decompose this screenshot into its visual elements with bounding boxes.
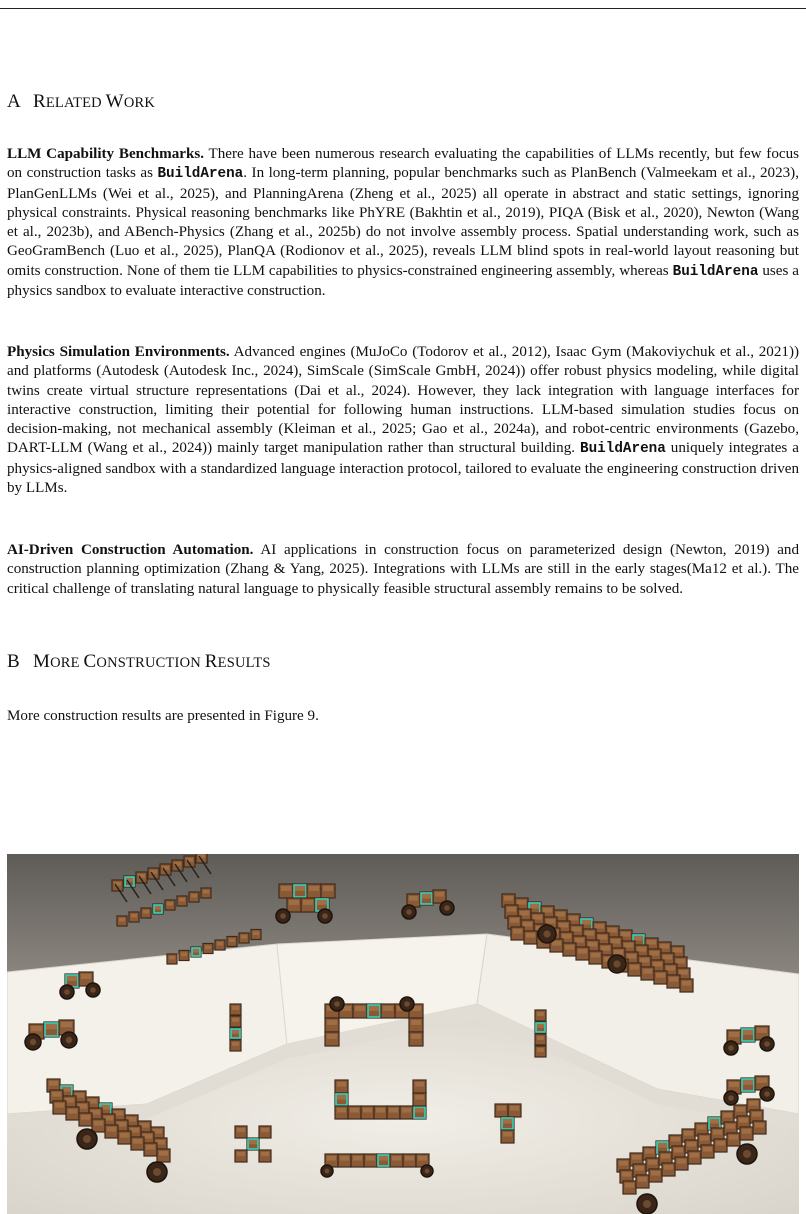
block-highlight [131, 914, 137, 918]
block-highlight [537, 1024, 544, 1028]
figure-intro-text: More construction results are presented in Figure 9. [7, 708, 319, 724]
paragraph-heading: Physics Simulation Environments. [7, 344, 230, 360]
block-highlight [578, 949, 587, 954]
block-highlight [405, 1156, 414, 1161]
wheel-hub [153, 1168, 161, 1176]
block-highlight [624, 943, 633, 948]
block-highlight [55, 1103, 64, 1108]
wheel-hub [543, 930, 550, 937]
block-highlight [355, 1006, 365, 1011]
block-highlight [684, 1131, 693, 1136]
wheel-hub [643, 1200, 651, 1208]
block-highlight [729, 1135, 738, 1140]
block-highlight [552, 941, 561, 946]
block-highlight [119, 918, 125, 922]
block-highlight [237, 1128, 245, 1132]
block-highlight [674, 1148, 683, 1153]
block-highlight [716, 1141, 725, 1146]
buildarena-name: BuildArena [580, 441, 666, 458]
buildarena-name: BuildArena [157, 166, 244, 183]
block-highlight [411, 1020, 421, 1025]
block-highlight [253, 932, 259, 936]
block-highlight [415, 1108, 424, 1113]
block-highlight [203, 890, 209, 894]
block-highlight [650, 951, 659, 956]
wheel-hub [764, 1091, 770, 1097]
block-highlight [520, 911, 529, 916]
block-highlight [181, 953, 187, 957]
block-highlight [666, 966, 675, 971]
block-highlight [601, 946, 610, 951]
block-highlight [205, 946, 211, 950]
block-highlight [575, 938, 584, 943]
block-highlight [340, 1156, 349, 1161]
block-highlight [651, 1171, 660, 1176]
top-rule [0, 8, 806, 9]
block-highlight [415, 1082, 424, 1087]
wheel-hub [325, 1169, 330, 1174]
block-highlight [537, 1048, 544, 1052]
block-highlight [537, 1012, 544, 1016]
section-b-number: B [7, 651, 20, 672]
block-highlight [249, 1140, 257, 1144]
block-highlight [281, 886, 291, 891]
block-highlight [622, 1172, 631, 1177]
block-highlight [687, 1142, 696, 1147]
block-highlight [660, 944, 669, 949]
block-highlight [614, 950, 623, 955]
block-highlight [703, 1147, 712, 1152]
block-highlight [723, 1113, 732, 1118]
block-highlight [630, 965, 639, 970]
block-highlight [647, 940, 656, 945]
wheel-hub [280, 913, 286, 919]
block-highlight [653, 962, 662, 967]
block-highlight [710, 1119, 719, 1124]
block-highlight [133, 1139, 142, 1144]
block-highlight [337, 1082, 346, 1087]
wheel-hub [764, 1041, 770, 1047]
block-highlight [415, 1095, 424, 1100]
block-highlight [31, 1026, 42, 1031]
block-highlight [232, 1042, 239, 1046]
block-highlight [369, 1006, 379, 1011]
block-highlight [229, 939, 235, 943]
block-highlight [736, 1107, 745, 1112]
block-highlight [635, 1166, 644, 1171]
block-highlight [556, 912, 565, 917]
block-highlight [159, 1151, 168, 1156]
block-highlight [295, 886, 305, 891]
block-highlight [323, 886, 333, 891]
block-highlight [661, 1154, 670, 1159]
block-highlight [261, 1152, 269, 1156]
block-highlight [379, 1156, 388, 1161]
block-highlight [648, 1160, 657, 1165]
block-highlight [167, 902, 173, 906]
block-highlight [700, 1136, 709, 1141]
wheel-hub [425, 1169, 430, 1174]
block-highlight [729, 1032, 739, 1037]
block-highlight [337, 1108, 346, 1113]
block-highlight [530, 904, 539, 909]
paragraph-heading: AI-Driven Construction Automation. [7, 542, 254, 558]
section-a-number: A [7, 91, 21, 112]
block-highlight [757, 1078, 767, 1083]
block-highlight [376, 1108, 385, 1113]
block-highlight [671, 1137, 680, 1142]
block-highlight [241, 935, 247, 939]
block-highlight [507, 907, 516, 912]
block-highlight [523, 922, 532, 927]
block-highlight [402, 1108, 411, 1113]
block-highlight [742, 1129, 751, 1134]
block-highlight [632, 1155, 641, 1160]
paragraph-llm-benchmarks: LLM Capability Benchmarks. There have been numerous research evaluating the capabilities of LLMs recently, but few focus on construction tasks as BuildArena. In long-term planning, popular benchmarks such as PlanBench (Valmeekam et al., 2023), PlanGenLLMs (Wei et al., 2025), and PlanningArena (Zheng et al., 2025) all operate in abstract and static settings, ignoring physical constraints. Physical reasoning benchmarks like PhYRE (Bakhtin et al., 2019), PIQA (Bisk et al., 2020), Newton (Wang et al., 2023b), and ABench-Physics (Zhang et al., 2025b) do not involve assembly process. Spatial understanding work, such as GeoGramBench (Luo et al., 2025), PlanQA (Rodionov et al., 2025), reveals LLM blind spots in real-world layout reasoning but omits construction. None of them tie LLM capabilities to physics-constrained engineering assembly, whereas BuildArena uses a physics sandbox to evaluate interactive construction. [7, 146, 799, 300]
block-highlight [755, 1123, 764, 1128]
block-highlight [643, 969, 652, 974]
wheel-hub [743, 1150, 751, 1158]
block-highlight [418, 1156, 427, 1161]
block-highlight [94, 1121, 103, 1126]
block-highlight [569, 916, 578, 921]
buildarena-name: BuildArena [672, 263, 759, 280]
block-highlight [543, 908, 552, 913]
wheel-hub [66, 1037, 72, 1043]
block-highlight [588, 942, 597, 947]
block-highlight [143, 910, 149, 914]
block-highlight [146, 1145, 155, 1150]
block-highlight [729, 1082, 739, 1087]
block-highlight [739, 1118, 748, 1123]
block-highlight [749, 1101, 758, 1106]
block-highlight [513, 929, 522, 934]
block-highlight [637, 947, 646, 952]
block-highlight [317, 900, 327, 905]
section-b-heading: B MORE CONSTRUCTION RESULTS [7, 651, 271, 672]
wheel-hub [83, 1135, 91, 1143]
section-a-heading: A RELATED WORK [7, 91, 156, 112]
block-highlight [743, 1080, 753, 1085]
block-highlight [537, 1036, 544, 1040]
wheel-hub [404, 1001, 410, 1007]
block-highlight [120, 1133, 129, 1138]
wheel-hub [728, 1045, 734, 1051]
block-highlight [676, 959, 685, 964]
wheel-hub [613, 960, 620, 967]
block-highlight [411, 1034, 421, 1039]
block-highlight [533, 915, 542, 920]
wheel-hub [728, 1095, 734, 1101]
paragraph-physics-simulation: Physics Simulation Environments. Advanced engines (MuJoCo (Todorov et al., 2012), Isaac Gym (Makoviychuk et al., 2021)) and platforms (Autodesk (Autodesk Inc., 2024), SimScale (SimScale GmbH, 2024)) offer robust physics modeling, while digital twins create virtual structure representations (Dai et al., 2024). However, they lack integration with language interfaces for interactive construction, limiting their potential for following human instructions. LLM-based simulation studies focus on decision-making, not mechanical assembly (Kleiman et al., 2025; Gao et al., 2024a), and robot-centric environments (Gazebo, DART-LLM (Wang et al., 2024)) mainly target manipulation rather than structural building. BuildArena uniquely integrates a physics-aligned sandbox with a standardized language interaction protocol, tailored to evaluate the engineering construction driven by LLMs. [7, 344, 800, 497]
block-highlight [261, 1128, 269, 1132]
block-highlight [591, 953, 600, 958]
wheel-hub [322, 913, 328, 919]
block-highlight [389, 1108, 398, 1113]
block-highlight [350, 1108, 359, 1113]
block-highlight [677, 1159, 686, 1164]
block-highlight [625, 1183, 634, 1188]
block-highlight [504, 896, 513, 901]
block-highlight [598, 935, 607, 940]
block-highlight [193, 949, 199, 953]
block-highlight [690, 1153, 699, 1158]
paragraph-heading: LLM Capability Benchmarks. [7, 146, 204, 162]
block-highlight [179, 898, 185, 902]
block-highlight [663, 955, 672, 960]
block-highlight [232, 1030, 239, 1034]
block-highlight [503, 1132, 512, 1137]
block-highlight [337, 1095, 346, 1100]
construction-results-figure [7, 854, 799, 1214]
block-highlight [546, 919, 555, 924]
block-highlight [559, 923, 568, 928]
wheel-hub [406, 909, 412, 915]
block-highlight [309, 886, 319, 891]
block-highlight [61, 1022, 72, 1027]
block-highlight [595, 924, 604, 929]
wheel-hub [444, 905, 450, 911]
block-highlight [638, 1177, 647, 1182]
block-highlight [517, 900, 526, 905]
block-highlight [409, 896, 418, 901]
block-highlight [81, 1115, 90, 1120]
construction-render-image [7, 854, 799, 1214]
block-highlight [49, 1081, 58, 1086]
block-highlight [669, 977, 678, 982]
block-highlight [726, 1124, 735, 1129]
wheel-hub [64, 989, 70, 995]
wheel-hub [30, 1039, 36, 1045]
block-highlight [67, 976, 77, 981]
block-highlight [289, 900, 299, 905]
block-highlight [752, 1112, 761, 1117]
paragraph-ai-construction: AI-Driven Construction Automation. AI applications in construction focus on parameterized design (Newton, 2019) and construction planning optimization (Zhang & Yang, 2025). Integrations with LLMs are still in the early stages(Ma12 et al.). The critical challenge of translating natural language to physically feasible structural assembly remains to be solved. [7, 542, 799, 597]
block-highlight [658, 1143, 667, 1148]
block-highlight [217, 942, 223, 946]
block-highlight [656, 973, 665, 978]
block-highlight [435, 892, 444, 897]
block-highlight [327, 1156, 336, 1161]
block-highlight [510, 1106, 519, 1111]
block-highlight [303, 900, 313, 905]
block-highlight [673, 948, 682, 953]
block-highlight [155, 906, 161, 910]
block-highlight [565, 945, 574, 950]
block-highlight [682, 981, 691, 986]
block-highlight [392, 1156, 401, 1161]
block-highlight [353, 1156, 362, 1161]
block-highlight [366, 1156, 375, 1161]
block-highlight [81, 974, 91, 979]
block-highlight [503, 1119, 512, 1124]
block-highlight [645, 1149, 654, 1154]
block-highlight [526, 933, 535, 938]
block-highlight [621, 932, 630, 937]
block-highlight [743, 1030, 753, 1035]
block-highlight [627, 954, 636, 959]
block-highlight [510, 918, 519, 923]
wheel-hub [90, 987, 96, 993]
block-highlight [237, 1152, 245, 1156]
block-highlight [640, 958, 649, 963]
block-highlight [232, 1006, 239, 1010]
block-highlight [422, 894, 431, 899]
block-highlight [46, 1024, 57, 1029]
block-highlight [619, 1161, 628, 1166]
block-highlight [562, 934, 571, 939]
block-highlight [697, 1125, 706, 1130]
wheel-hub [334, 1001, 340, 1007]
block-highlight [585, 931, 594, 936]
block-highlight [52, 1092, 61, 1097]
block-highlight [169, 956, 175, 960]
block-highlight [757, 1028, 767, 1033]
block-highlight [572, 927, 581, 932]
block-highlight [383, 1006, 393, 1011]
block-highlight [713, 1130, 722, 1135]
block-highlight [232, 1018, 239, 1022]
block-highlight [497, 1106, 506, 1111]
block-highlight [611, 939, 620, 944]
block-highlight [327, 1020, 337, 1025]
block-highlight [191, 894, 197, 898]
block-highlight [634, 936, 643, 941]
block-highlight [68, 1109, 77, 1114]
block-highlight [679, 970, 688, 975]
block-highlight [582, 920, 591, 925]
block-highlight [608, 928, 617, 933]
block-highlight [664, 1165, 673, 1170]
block-highlight [363, 1108, 372, 1113]
block-highlight [107, 1127, 116, 1132]
block-highlight [327, 1034, 337, 1039]
